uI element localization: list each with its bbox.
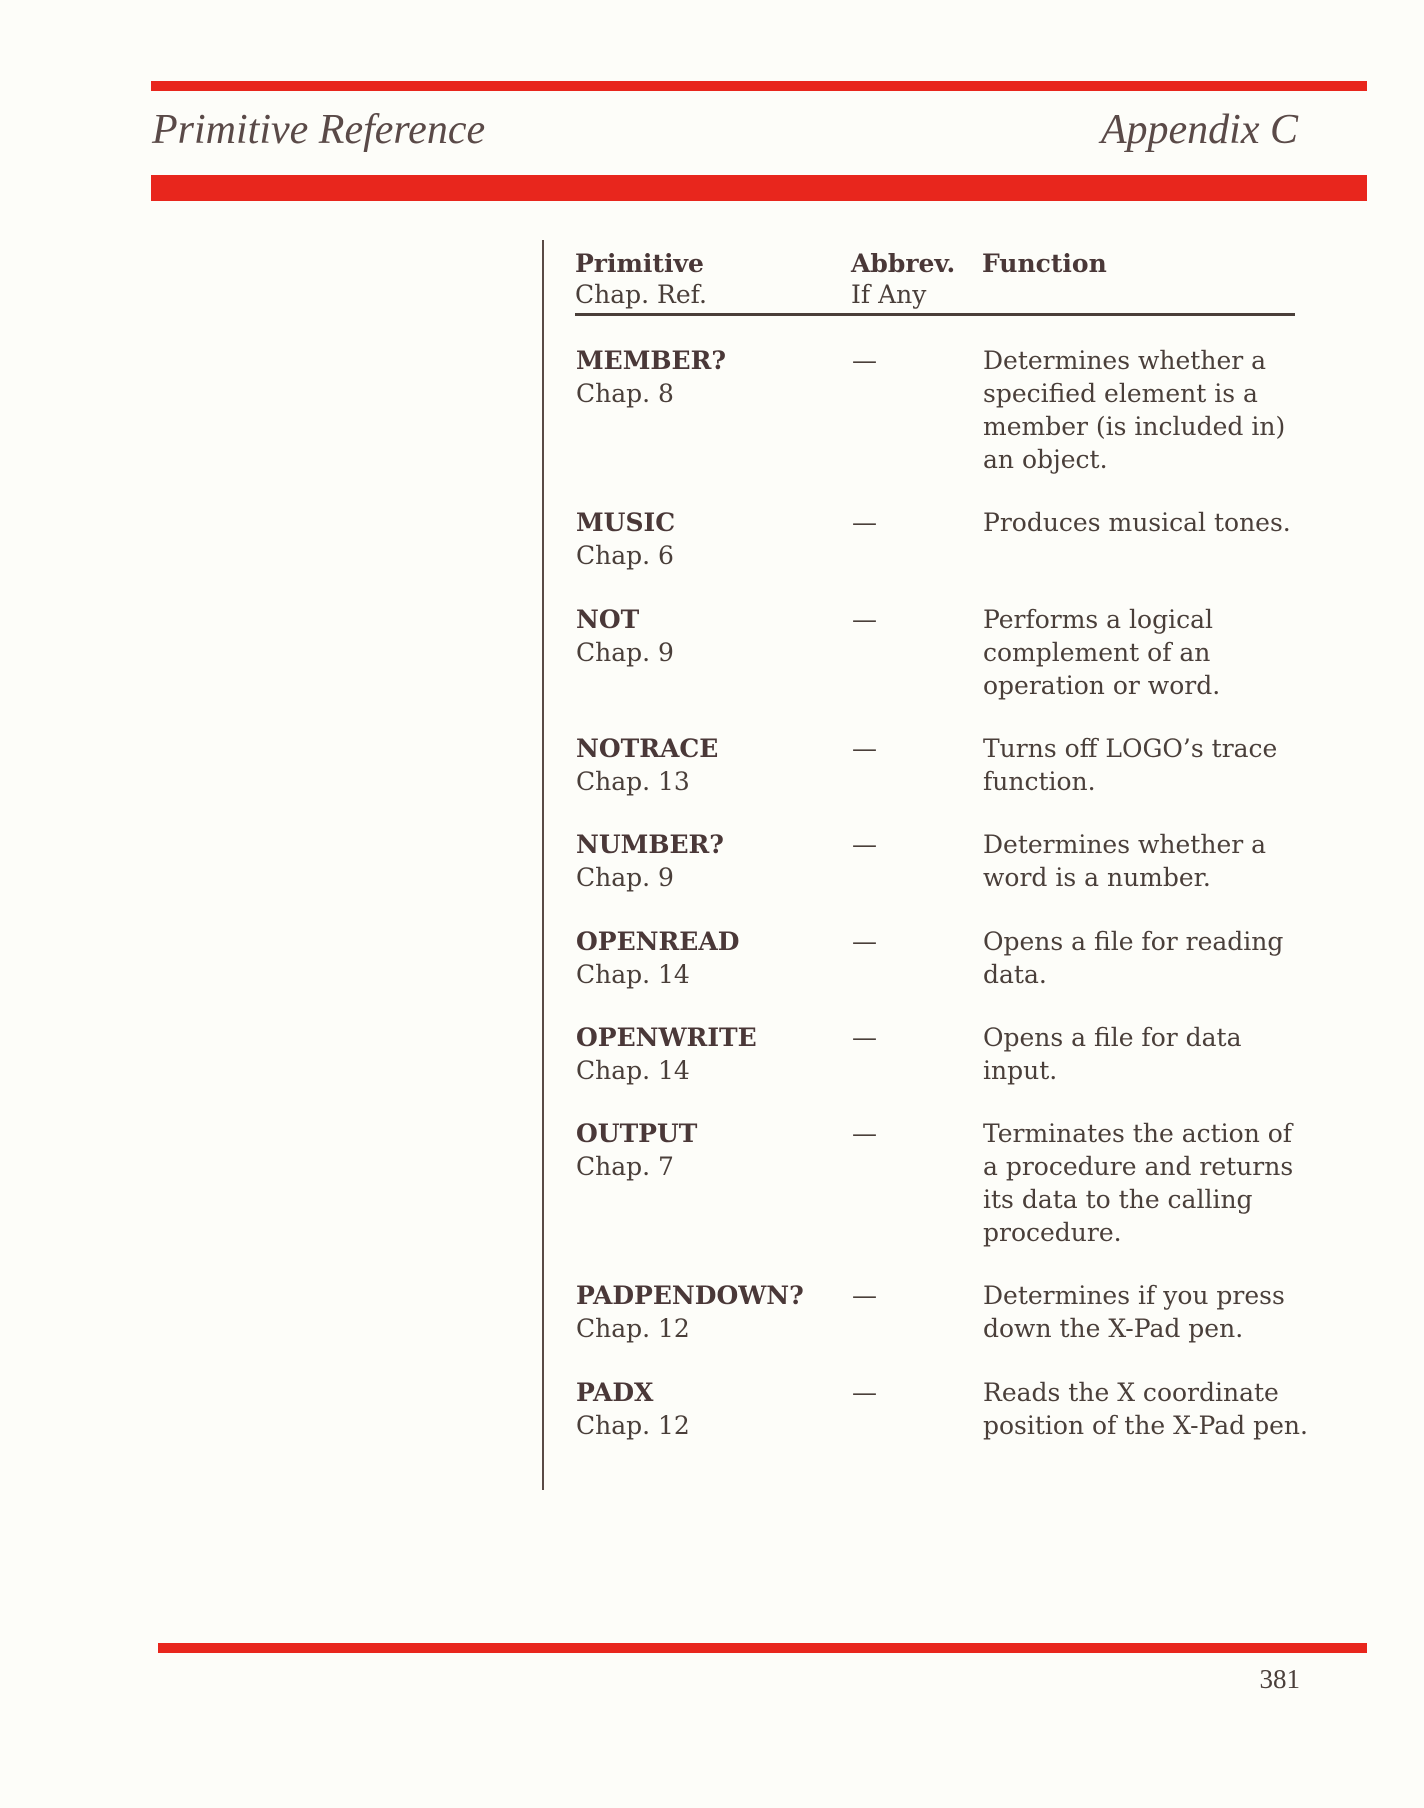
table-header xyxy=(575,247,1295,315)
chapter-ref: Chap. 7 xyxy=(576,1152,674,1181)
primitive-name: NOT xyxy=(576,605,640,634)
function-description: Opens a file for data input. xyxy=(983,1023,1242,1085)
chapter-ref: Chap. 12 xyxy=(576,1411,690,1440)
abbrev-value: — xyxy=(852,734,877,763)
abbrev-value: — xyxy=(852,508,877,537)
col-function: Function xyxy=(982,249,1107,278)
function-description: Terminates the action of a procedure and returns its data to the calling procedure. xyxy=(983,1119,1294,1247)
abbrev-value: — xyxy=(852,1281,877,1310)
function-description: Determines if you press down the X-Pad pen. xyxy=(983,1281,1285,1343)
primitive-name: MUSIC xyxy=(576,508,676,537)
chapter-ref: Chap. 14 xyxy=(576,960,690,989)
primitive-name: OUTPUT xyxy=(576,1119,698,1148)
col-primitive: Primitive xyxy=(575,249,704,278)
function-description: Opens a file for reading data. xyxy=(983,927,1284,989)
chapter-ref: Chap. 6 xyxy=(576,541,674,570)
primitive-name: MEMBER? xyxy=(576,346,727,375)
abbrev-value: — xyxy=(852,346,877,375)
function-description: Performs a logical complement of an operation or word. xyxy=(983,605,1221,700)
chapter-ref: Chap. 9 xyxy=(576,863,674,892)
primitive-name: OPENREAD xyxy=(576,927,740,956)
abbrev-value: — xyxy=(852,1023,877,1052)
chapter-ref: Chap. 14 xyxy=(576,1056,690,1085)
table-left-rule xyxy=(542,240,544,1490)
chapter-ref: Chap. 9 xyxy=(576,638,674,667)
col-chap-ref: Chap. Ref. xyxy=(575,280,707,309)
chapter-ref: Chap. 8 xyxy=(576,379,674,408)
page-number: 381 xyxy=(1259,1664,1300,1694)
abbrev-value: — xyxy=(852,605,877,634)
function-description: Reads the X coordinate position of the X-Pad pen. xyxy=(983,1378,1308,1440)
chapter-ref: Chap. 13 xyxy=(576,767,690,796)
primitive-name: NUMBER? xyxy=(576,830,724,859)
primitive-name: OPENWRITE xyxy=(576,1023,757,1052)
col-abbrev: Abbrev. xyxy=(851,249,956,278)
function-description: Determines whether a specified element is a member (is included in) an object. xyxy=(983,346,1286,474)
abbrev-value: — xyxy=(852,927,877,956)
col-if-any: If Any xyxy=(851,280,927,309)
abbrev-value: — xyxy=(852,1119,877,1148)
abbrev-value: — xyxy=(852,1378,877,1407)
primitive-name: PADPENDOWN? xyxy=(576,1281,804,1310)
primitive-name: NOTRACE xyxy=(576,734,719,763)
function-description: Turns off LOGO’s trace function. xyxy=(983,734,1278,796)
function-description: Determines whether a word is a number. xyxy=(983,830,1267,892)
table-header-rule xyxy=(575,313,1295,316)
primitive-name: PADX xyxy=(576,1378,654,1407)
header-rule-thick xyxy=(151,175,1367,201)
running-title: Primitive Reference xyxy=(152,107,486,153)
appendix-title: Appendix C xyxy=(1100,107,1298,153)
footer-rule xyxy=(158,1643,1367,1653)
chapter-ref: Chap. 12 xyxy=(576,1314,690,1343)
abbrev-value: — xyxy=(852,830,877,859)
header-rule-thin xyxy=(151,81,1367,91)
function-description: Produces musical tones. xyxy=(983,508,1291,537)
